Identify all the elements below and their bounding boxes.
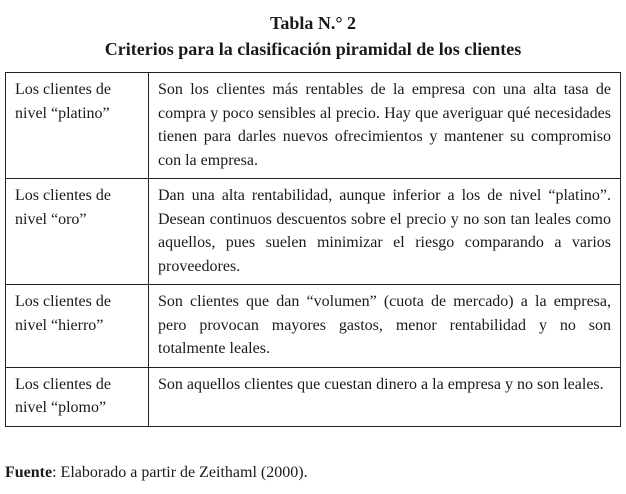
client-level-cell: Los clientes de nivel “plomo”	[6, 367, 149, 426]
client-level-cell: Los clientes de nivel “oro”	[6, 179, 149, 285]
client-description-cell	[149, 285, 621, 368]
client-description-text: Son clientes que dan “volumen” (cuota de mercado) a la empresa, pero provocan mayores gastos, menor rentabilidad y no son totalmente leales.	[158, 293, 611, 357]
table-source-note	[5, 462, 308, 484]
table-caption-title: Tabla N.° 2	[269, 13, 357, 33]
client-description-text: Son los clientes más rentables de la empresa con una alta tasa de compra y poco sensibles al precio. Hay que averiguar qué necesidades tienen para darles nuevos ofrecimientos y mantener su compromiso con la empresa.	[158, 81, 611, 169]
table-row	[6, 285, 621, 368]
table-caption-subtitle: Criterios para la clasificación piramidal de los clientes	[104, 39, 522, 59]
source-label: Fuente	[5, 464, 53, 481]
client-description-cell	[149, 73, 621, 179]
table-row	[6, 73, 621, 179]
client-description-text: Son aquellos clientes que cuestan dinero a la empresa y no son leales.	[158, 375, 604, 393]
table-row	[6, 367, 621, 426]
client-level-cell: Los clientes de nivel “platino”	[6, 73, 149, 179]
source-text: : Elaborado a partir de Zeithaml (2000).	[52, 464, 308, 481]
client-description-text: Dan una alta rentabilidad, aunque inferior a los de nivel “platino”. Desean continuos descuentos sobre el precio y no son tan leales como aquellos, pues suelen minimizar el riesgo comparando a varios proveedores.	[158, 187, 611, 275]
table-row	[6, 179, 621, 285]
client-description-cell	[149, 179, 621, 285]
client-classification-table	[5, 72, 621, 427]
client-level-cell: Los clientes de nivel “hierro”	[6, 285, 149, 368]
client-description-cell	[149, 367, 621, 426]
